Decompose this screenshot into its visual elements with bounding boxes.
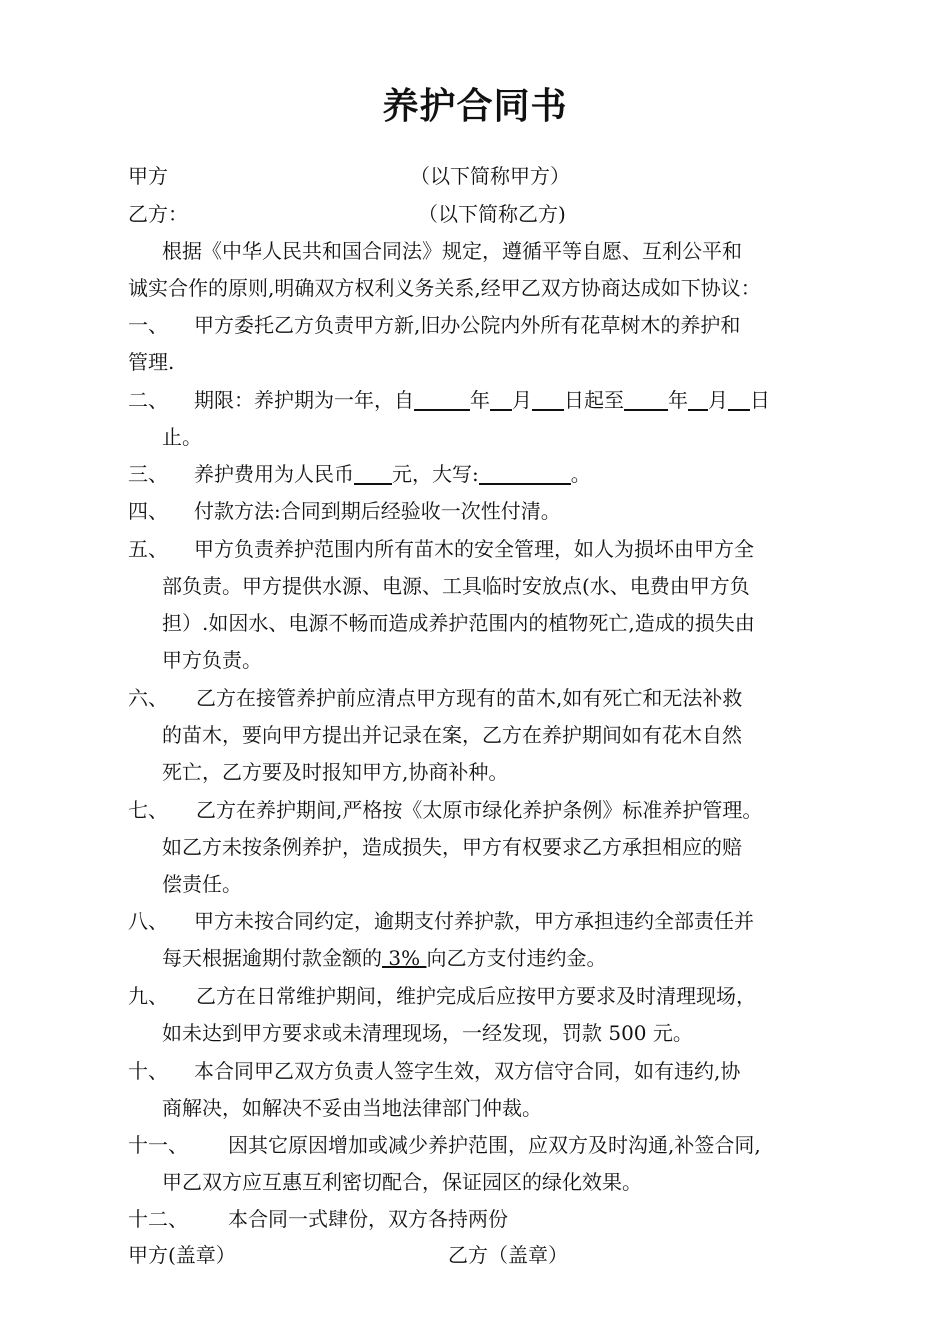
party-a-line: [128, 158, 168, 194]
clause-5-line-1: 甲方负责养护范围内所有苗木的安全管理，如人为损坏由甲方全: [194, 537, 754, 561]
penalty-rate: 3%: [382, 946, 427, 970]
clause-7-line-1: 乙方在养护期间,严格按《太原市绿化养护条例》标准养护管理。: [196, 798, 763, 822]
clause-1-line-2: 管理.: [128, 350, 175, 374]
clause-11-line-2: 甲乙双方应互惠互利密切配合，保证园区的绿化效果。: [162, 1170, 642, 1194]
clause-6-number: 六、: [128, 686, 168, 710]
clause-2-number: 二、: [128, 388, 168, 412]
clause-4-number: 四、: [128, 499, 168, 523]
clause-12-number: 十二、: [128, 1207, 188, 1231]
party-a-note: （以下简称甲方）: [410, 164, 570, 188]
document-title: 养护合同书: [382, 86, 568, 127]
start-day-blank: [532, 383, 564, 411]
clause-2-line-1: [194, 382, 770, 418]
clause-3-text-c: 。: [570, 462, 591, 486]
clause-1-number: 一、: [128, 313, 168, 337]
end-day-blank: [728, 383, 750, 411]
clause-12-text: 本合同一式肆份，双方各持两份: [228, 1207, 508, 1231]
clause-10-line-1: 本合同甲乙双方负责人签字生效，双方信守合同，如有违约,协: [194, 1059, 741, 1083]
clause-2-text-b: 年: [470, 388, 490, 412]
clause-6-line-2: 的苗木，要向甲方提出并记录在案，乙方在养护期间如有花木自然: [162, 723, 742, 747]
clause-5-line-3: 担）.如因水、电源不畅而造成养护范围内的植物死亡,造成的损失由: [162, 611, 755, 635]
clause-2-text-g: 日: [750, 388, 770, 412]
clause-11-number: 十一、: [128, 1133, 188, 1157]
clause-1-line-1: 甲方委托乙方负责甲方新,旧办公院内外所有花草树木的养护和: [194, 313, 741, 337]
clause-5-number: 五、: [128, 537, 168, 561]
end-month-blank: [688, 383, 708, 411]
clause-7-number: 七、: [128, 798, 168, 822]
clause-8-text-c: 向乙方支付违约金。: [426, 946, 607, 970]
clause-8-text-a: 每天根据逾期付款金额的: [162, 946, 382, 970]
start-month-blank: [490, 383, 512, 411]
clause-2-text-c: 月: [512, 388, 532, 412]
clause-3-text-a: 养护费用为人民币: [194, 462, 354, 486]
clause-8-number: 八、: [128, 909, 168, 933]
clause-9-number: 九、: [128, 984, 168, 1008]
clause-5-line-2: 部负责。甲方提供水源、电源、工具临时安放点(水、电费由甲方负: [162, 574, 750, 598]
party-b-label: 乙方：: [128, 202, 188, 226]
fee-amount-blank: [354, 457, 392, 485]
clause-9-line-2: 如未达到甲方要求或未清理现场，一经发现，罚款 500 元。: [162, 1021, 693, 1045]
end-year-blank: [624, 383, 668, 411]
clause-2-line-2: 止。: [162, 425, 202, 449]
clause-8-line-1: 甲方未按合同约定，逾期支付养护款，甲方承担违约全部责任并: [194, 909, 754, 933]
preamble-line-1: 根据《中华人民共和国合同法》规定，遵循平等自愿、互利公平和: [162, 239, 742, 263]
clause-2-text-f: 月: [708, 388, 728, 412]
party-b-note: （以下简称乙方): [418, 202, 566, 226]
preamble-line-2: 诚实合作的原则,明确双方权利义务关系,经甲乙双方协商达成如下协议：: [128, 276, 761, 300]
clause-10-number: 十、: [128, 1059, 168, 1083]
party-b-seal: 乙方（盖章）: [448, 1243, 568, 1267]
clause-7-line-2: 如乙方未按条例养护，造成损失，甲方有权要求乙方承担相应的赔: [162, 835, 742, 859]
clause-2-text-e: 年: [668, 388, 688, 412]
start-year-blank: [414, 383, 470, 411]
clause-9-line-1: 乙方在日常维护期间，维护完成后应按甲方要求及时清理现场，: [196, 984, 756, 1008]
clause-11-line-1: 因其它原因增加或减少养护范围，应双方及时沟通,补签合同,: [228, 1133, 761, 1157]
clause-8-line-2: [162, 940, 606, 976]
clause-7-line-3: 偿责任。: [162, 872, 242, 896]
clause-2-text-d: 日起至: [564, 388, 624, 412]
party-a-seal: 甲方(盖章）: [128, 1243, 236, 1267]
clause-2-text-a: 期限：养护期为一年，自: [194, 388, 414, 412]
clause-5-line-4: 甲方负责。: [162, 648, 262, 672]
clause-4-text: 付款方法:合同到期后经验收一次性付清。: [194, 499, 561, 523]
clause-6-line-1: 乙方在接管养护前应清点甲方现有的苗木,如有死亡和无法补救: [196, 686, 743, 710]
clause-3-text-b: 元，大写:: [392, 462, 479, 486]
fee-words-blank: [479, 457, 571, 485]
clause-10-line-2: 商解决，如解决不妥由当地法律部门仲裁。: [162, 1096, 542, 1120]
party-a-label: 甲方: [128, 164, 168, 188]
clause-3-line: [194, 456, 591, 492]
clause-3-number: 三、: [128, 462, 168, 486]
clause-6-line-3: 死亡，乙方要及时报知甲方,协商补种。: [162, 760, 509, 784]
